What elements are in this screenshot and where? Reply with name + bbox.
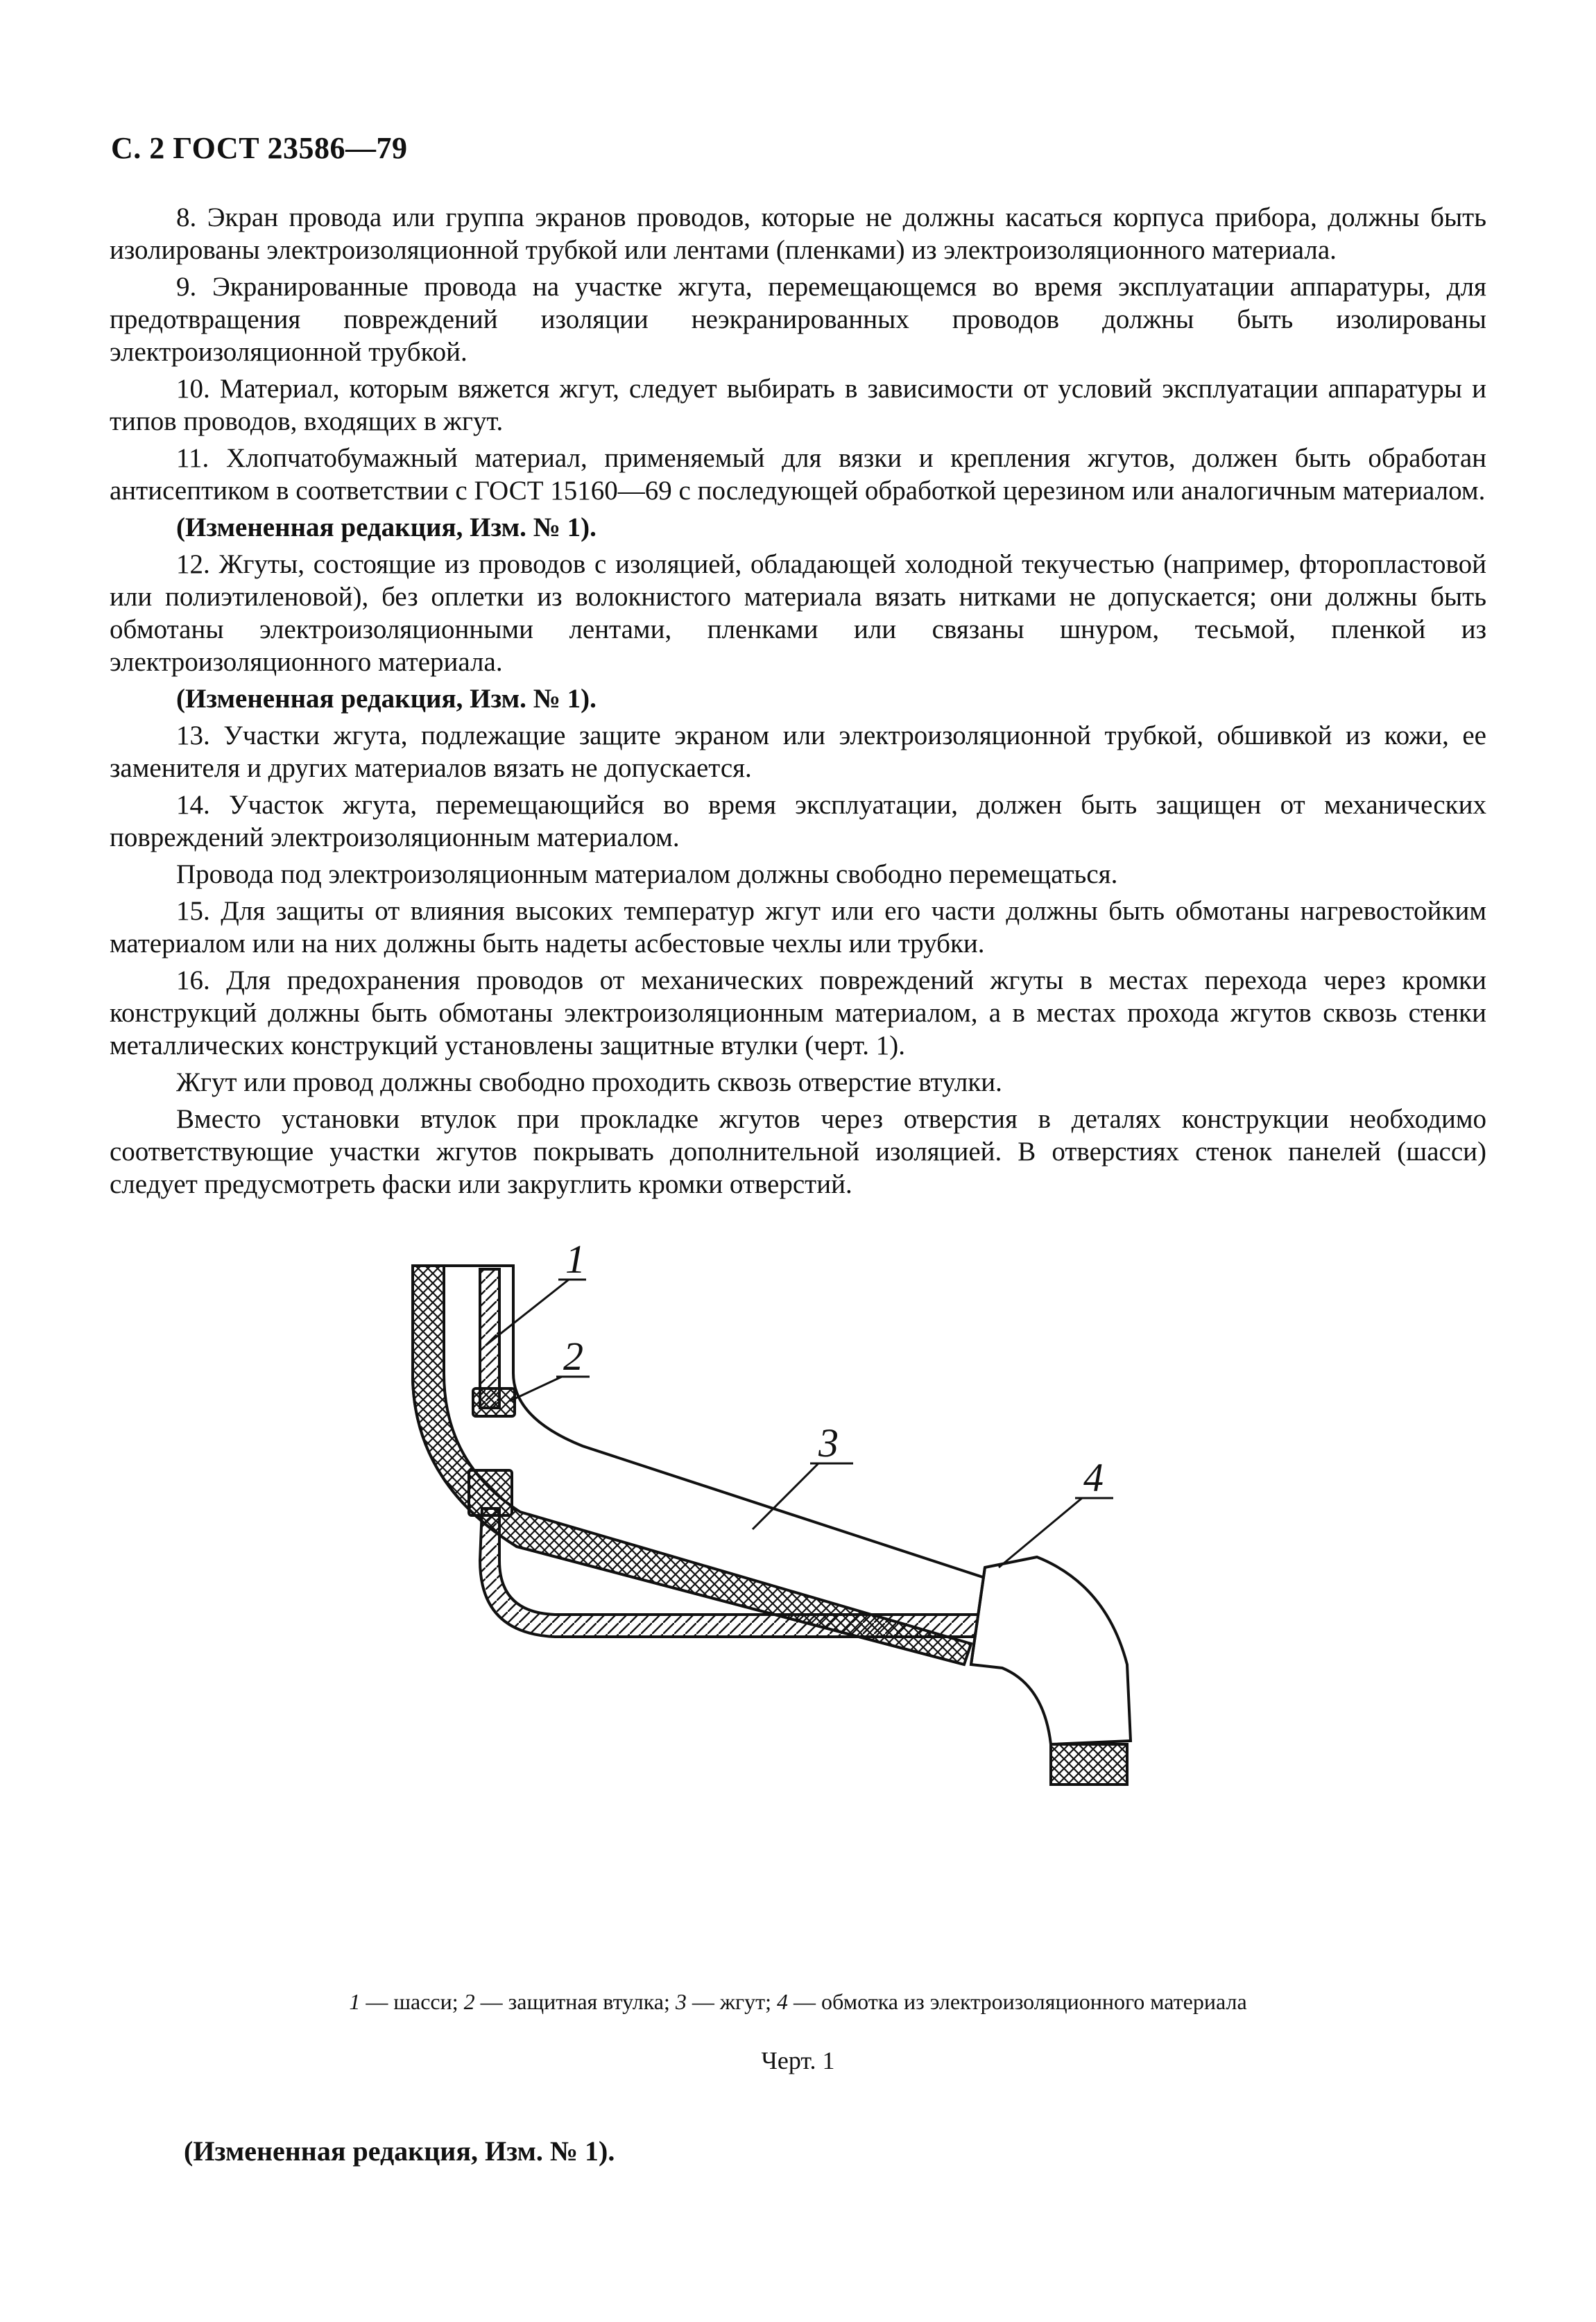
- figure-caption: [0, 1989, 1596, 2015]
- label-4: 4: [1083, 1455, 1104, 1500]
- label-2: 2: [563, 1334, 583, 1379]
- paragraph: 12. Жгуты, состоящие из проводов с изоляцией, обладающей холодной текучестью (например, фторопластовой или полиэтиленовой), без оплетки из волокнистого материала вязать нитками не допускается; они должны быть обмотаны электроизоляционными лентами, пленками или связаны шнуром, тесьмой, пленкой из электроизоляционного материала.: [110, 549, 1486, 677]
- paragraph: Вместо установки втулок при прокладке жгутов через отверстия в деталях конструкции необходимо соответствующие участки жгутов покрывать дополнительной изоляцией. В отверстиях стенок панелей (шасси) следует предусмотреть фаски или закруглить кромки отверстий.: [110, 1104, 1486, 1199]
- paragraph: 13. Участки жгута, подлежащие защите экраном или электроизоляционной трубкой, обшивкой из кожи, ее заменителя и других материалов вязать не допускается.: [110, 721, 1486, 783]
- amendment-note: (Измененная редакция, Изм. № 1).: [176, 684, 597, 714]
- paragraph: 14. Участок жгута, перемещающийся во время эксплуатации, должен быть защищен от механических повреждений электроизоляционным материалом.: [110, 790, 1486, 852]
- figure-drawing: [375, 1235, 1262, 1963]
- caption-number: 4: [776, 1989, 788, 2014]
- caption-text: — обмотка из электроизоляционного материала: [787, 1989, 1247, 2014]
- paragraph: Жгут или провод должны свободно проходить сквозь отверстие втулки.: [176, 1067, 1002, 1097]
- caption-text: — жгут;: [686, 1989, 777, 2014]
- final-amendment: (Измененная редакция, Изм. № 1).: [184, 2135, 615, 2167]
- figure-title: Черт. 1: [761, 2047, 835, 2074]
- bushings: [469, 1388, 515, 1515]
- paragraph: 11. Хлопчатобумажный материал, применяемый для вязки и крепления жгутов, должен быть обработан антисептиком в соответствии с ГОСТ 15160—69 с последующей обработкой церезином или аналогичным материалом.: [110, 443, 1486, 506]
- amendment-note: (Измененная редакция, Изм. № 1).: [176, 513, 597, 542]
- paragraph: Провода под электроизоляционным материалом должны свободно перемещаться.: [176, 859, 1118, 889]
- paragraph: 15. Для защиты от влияния высоких температур жгут или его части должны быть обмотаны нагревостойким материалом или на них должны быть надеты асбестовые чехлы или трубки.: [110, 896, 1486, 958]
- label-1: 1: [565, 1237, 585, 1282]
- body-text: [110, 201, 1486, 1205]
- paragraph: 9. Экранированные провода на участке жгута, перемещающемся во время эксплуатации аппаратуры, для предотвращения повреждений изоляции неэкранированных проводов должны быть изолированы электроизоляционной трубкой.: [110, 272, 1486, 367]
- paragraph: 16. Для предохранения проводов от механических повреждений жгуты в местах перехода через кромки конструкций должны быть обмотаны электроизоляционным материалом, а в местах прохода жгутов сквозь стенки металлических конструкций установлены защитные втулки (черт. 1).: [110, 965, 1486, 1060]
- caption-number: 3: [675, 1989, 687, 2014]
- caption-text: — защитная втулка;: [474, 1989, 676, 2014]
- page-header: С. 2 ГОСТ 23586—79: [111, 131, 408, 165]
- winding: [971, 1557, 1131, 1785]
- label-3: 3: [818, 1420, 839, 1465]
- caption-number: 2: [463, 1989, 475, 2014]
- harness-drawing: [375, 1235, 1262, 1963]
- caption-text: — шасси;: [360, 1989, 464, 2014]
- paragraph: 8. Экран провода или группа экранов проводов, которые не должны касаться корпуса прибора, должны быть изолированы электроизоляционной трубкой или лентами (пленками) из электроизоляционного материала.: [110, 203, 1486, 265]
- caption-number: 1: [349, 1989, 361, 2014]
- paragraph: 10. Материал, которым вяжется жгут, следует выбирать в зависимости от условий эксплуатации аппаратуры и типов проводов, входящих в жгут.: [110, 374, 1486, 436]
